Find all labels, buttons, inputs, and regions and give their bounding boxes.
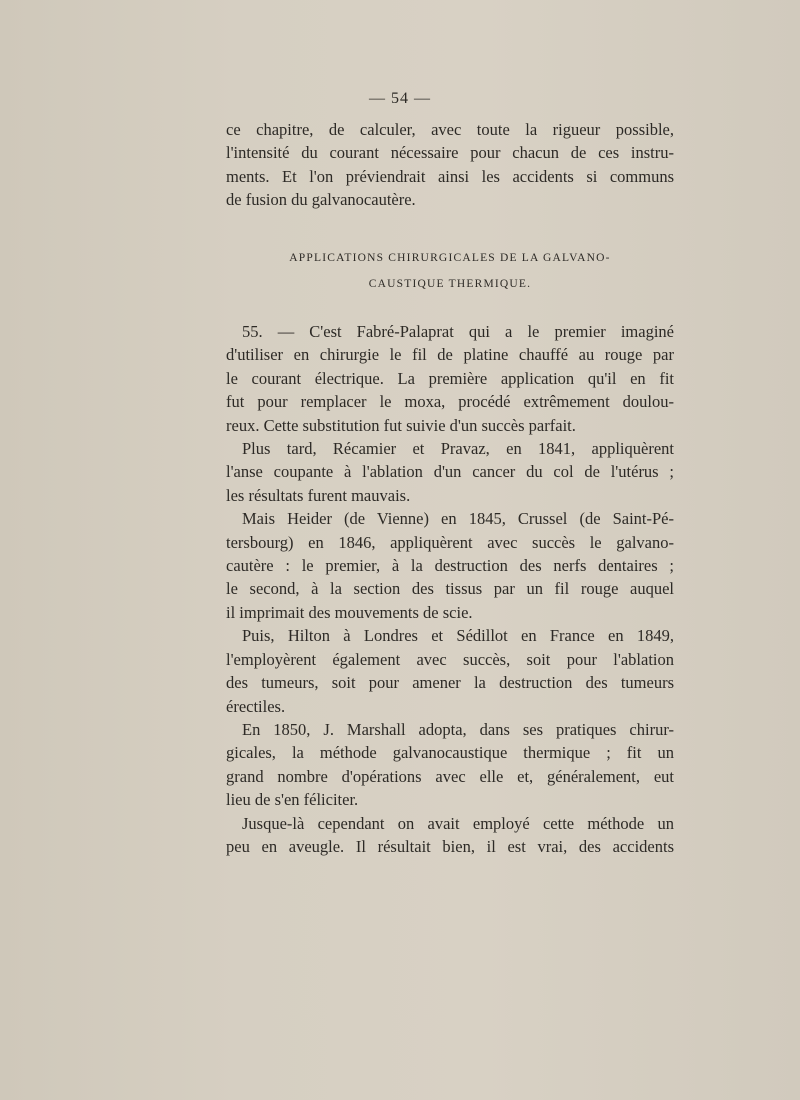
text-line: de fusion du galvanocautère. bbox=[226, 190, 416, 210]
text-line: les résultats furent mauvais. bbox=[226, 485, 411, 505]
text-line: reux. Cette substitution fut suivie d'un succès parfait. bbox=[226, 415, 576, 435]
intro-paragraph bbox=[226, 118, 674, 212]
text-line: ce chapitre, de calculer, avec toute la rigueur possible, bbox=[226, 120, 674, 139]
text-line: le courant électrique. La première application qu'il en fit bbox=[226, 368, 674, 388]
text-line: érectiles. bbox=[226, 696, 286, 716]
heading-line: CAUSTIQUE THERMIQUE. bbox=[368, 278, 532, 290]
text-line: Jusque-là cependant on avait employé cette méthode un bbox=[242, 813, 674, 833]
text-line: 55. — C'est Fabré-Palaprat qui a le premier imaginé bbox=[242, 322, 674, 341]
text-line: ments. Et l'on préviendrait ainsi les accidents si communs bbox=[226, 166, 674, 186]
text-line: lieu de s'en féliciter. bbox=[226, 790, 359, 810]
text-line: l'employèrent également avec succès, soit pour l'ablation bbox=[226, 649, 674, 669]
text-line: tersbourg) en 1846, appliquèrent avec succès le galvano- bbox=[226, 532, 674, 552]
heading-line: APPLICATIONS CHIRURGICALES DE LA GALVANO- bbox=[289, 252, 611, 264]
text-line: le second, à la section des tissus par un fil rouge auquel bbox=[226, 579, 674, 599]
text-line: Mais Heider (de Vienne) en 1845, Crussel (de Saint-Pé- bbox=[242, 509, 674, 529]
text-line: Plus tard, Récamier et Pravaz, en 1841, appliquèrent bbox=[242, 439, 674, 459]
text-line: peu en aveugle. Il résultait bien, il est vrai, des accidents bbox=[226, 836, 674, 856]
text-line: Puis, Hilton à Londres et Sédillot en France en 1849, bbox=[242, 626, 674, 646]
text-line: il imprimait des mouvements de scie. bbox=[226, 602, 473, 622]
page-number: — 54 — bbox=[369, 90, 431, 107]
text-line: gicales, la méthode galvanocaustique thermique ; fit un bbox=[226, 743, 674, 763]
text-line: l'intensité du courant nécessaire pour chacun de ces instru- bbox=[226, 143, 674, 163]
text-line: fut pour remplacer le moxa, procédé extrêmement doulou- bbox=[226, 392, 674, 412]
text-line: En 1850, J. Marshall adopta, dans ses pratiques chirur- bbox=[242, 719, 674, 739]
section-body bbox=[226, 320, 674, 858]
text-line: cautère : le premier, à la destruction des nerfs dentaires ; bbox=[226, 556, 674, 576]
text-line: l'anse coupante à l'ablation d'un cancer du col de l'utérus ; bbox=[226, 462, 674, 482]
text-line: grand nombre d'opérations avec elle et, généralement, eut bbox=[226, 766, 674, 786]
text-line: d'utiliser en chirurgie le fil de platine chauffé au rouge par bbox=[226, 345, 674, 365]
section-heading bbox=[226, 245, 674, 297]
text-line: des tumeurs, soit pour amener la destruction des tumeurs bbox=[226, 673, 674, 693]
